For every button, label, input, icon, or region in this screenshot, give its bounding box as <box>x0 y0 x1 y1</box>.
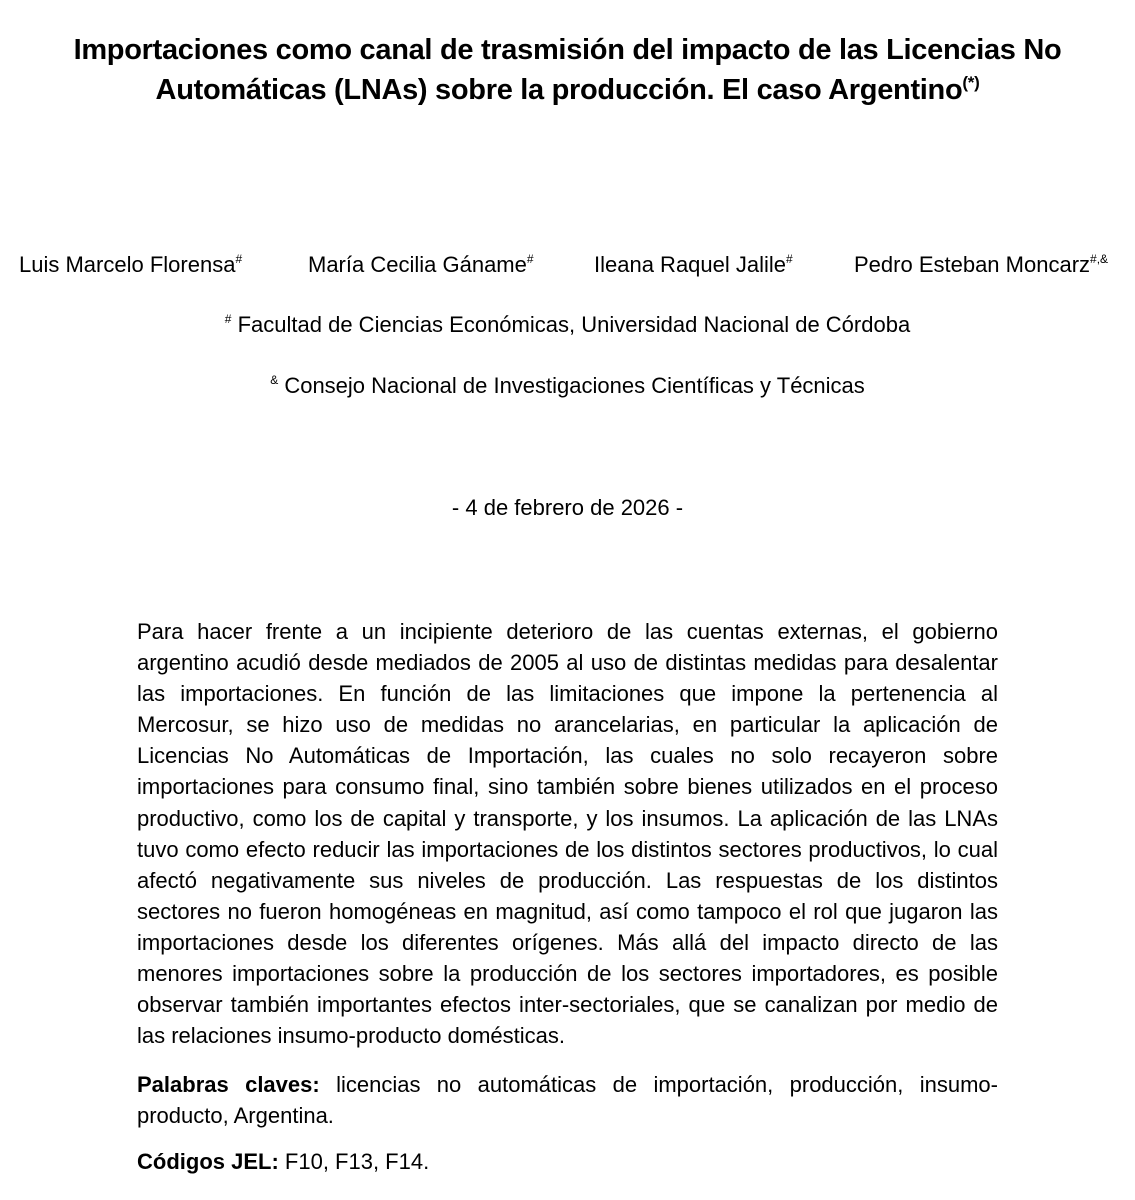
author-affiliation-marker: # <box>526 252 534 266</box>
publication-date: - 4 de febrero de 2026 - <box>451 495 684 520</box>
affiliation <box>0 370 1135 402</box>
author-name: Pedro Esteban Moncarz <box>854 252 1091 277</box>
author <box>308 248 534 282</box>
affiliation-text: Facultad de Ciencias Económicas, Universidad Nacional de Córdoba <box>237 312 911 337</box>
title-footnote-marker: (*) <box>962 73 980 92</box>
paper-title-text: Importaciones como canal de trasmisión del impacto de las Licencias No Automáticas (LNAs) sobre la producción. El caso Argentino <box>73 34 1062 106</box>
author <box>19 248 242 282</box>
jel-codes <box>137 1146 998 1177</box>
affiliation-marker: # <box>224 312 232 326</box>
affiliation-marker: & <box>270 373 279 387</box>
affiliation-text: Consejo Nacional de Investigaciones Científicas y Técnicas <box>284 373 865 398</box>
author-affiliation-marker: # <box>786 252 793 266</box>
author-affiliation-marker: #,& <box>1090 252 1109 266</box>
affiliation <box>0 309 1135 341</box>
author-name: Luis Marcelo Florensa <box>19 252 236 277</box>
keywords-text: licencias no automáticas de importación, producción, insumo-producto, Argentina. <box>137 1072 998 1128</box>
author-list <box>0 248 1135 282</box>
paper-title <box>40 30 1095 110</box>
keywords-label: Palabras claves: <box>137 1072 320 1097</box>
jel-text: F10, F13, F14. <box>284 1149 430 1174</box>
keywords <box>137 1069 998 1131</box>
author <box>594 248 793 282</box>
author-affiliation-marker: # <box>235 252 243 266</box>
abstract: Para hacer frente a un incipiente deterioro de las cuentas externas, el gobierno argentino acudió desde mediados de 2005 al uso de distintas medidas para desalentar las importaciones. En función de las limitaciones que impone la pertenencia al Mercosur, se hizo uso de medidas no arancelarias, en particular la aplicación de Licencias No Automáticas de Importación, las cuales no solo recayeron sobre importaciones para consumo final, sino también sobre bienes utilizados en el proceso productivo, como los de capital y transporte, y los insumos. La aplicación de las LNAs tuvo como efecto reducir las importaciones de los distintos sectores productivos, lo cual afectó negativamente sus niveles de producción. Las respuestas de los distintos sectores no fueron homogéneas en magnitud, así como tampoco el rol que jugaron las importaciones desde los diferentes orígenes. Más allá del impacto directo de las menores importaciones sobre la producción de los sectores importadores, es posible observar también importantes efectos inter-sectoriales, que se canalizan por medio de las relaciones insumo-producto domésticas. <box>137 619 998 1049</box>
author <box>854 248 1108 282</box>
author-name: Ileana Raquel Jalile <box>594 252 787 277</box>
author-name: María Cecilia Gáname <box>308 252 527 277</box>
jel-label: Códigos JEL: <box>137 1149 279 1174</box>
